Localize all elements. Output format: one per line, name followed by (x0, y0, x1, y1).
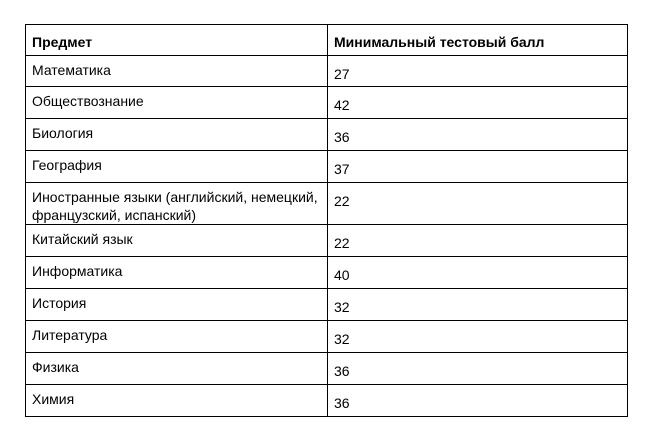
subject-cell: Биология (26, 119, 328, 151)
scores-table (25, 24, 628, 417)
score-cell: 22 (328, 183, 628, 225)
table-row (26, 225, 628, 257)
table-row (26, 353, 628, 385)
score-cell: 36 (328, 119, 628, 151)
table-row (26, 257, 628, 289)
table-row (26, 183, 628, 225)
subject-cell: Иностранные языки (английский, немецкий, французский, испанский) (26, 183, 328, 225)
score-cell: 27 (328, 56, 628, 87)
score-cell: 36 (328, 353, 628, 385)
table-row (26, 119, 628, 151)
subject-cell: Физика (26, 353, 328, 385)
score-cell: 37 (328, 151, 628, 183)
subject-cell: История (26, 289, 328, 321)
subject-cell: Литература (26, 321, 328, 353)
table-row (26, 87, 628, 119)
score-cell: 36 (328, 385, 628, 417)
subject-cell: Химия (26, 385, 328, 417)
subject-cell: Информатика (26, 257, 328, 289)
subject-cell: Китайский язык (26, 225, 328, 257)
score-cell: 32 (328, 289, 628, 321)
table-row (26, 289, 628, 321)
score-cell: 42 (328, 87, 628, 119)
table-row (26, 385, 628, 417)
header-subject: Предмет (26, 25, 328, 56)
subject-cell: Обществознание (26, 87, 328, 119)
table-row (26, 151, 628, 183)
scores-table-container (25, 24, 627, 417)
table-header-row (26, 25, 628, 56)
header-min-score: Минимальный тестовый балл (328, 25, 628, 56)
table-row (26, 321, 628, 353)
subject-cell: Математика (26, 56, 328, 87)
subject-cell: География (26, 151, 328, 183)
score-cell: 40 (328, 257, 628, 289)
table-row (26, 56, 628, 87)
score-cell: 32 (328, 321, 628, 353)
score-cell: 22 (328, 225, 628, 257)
